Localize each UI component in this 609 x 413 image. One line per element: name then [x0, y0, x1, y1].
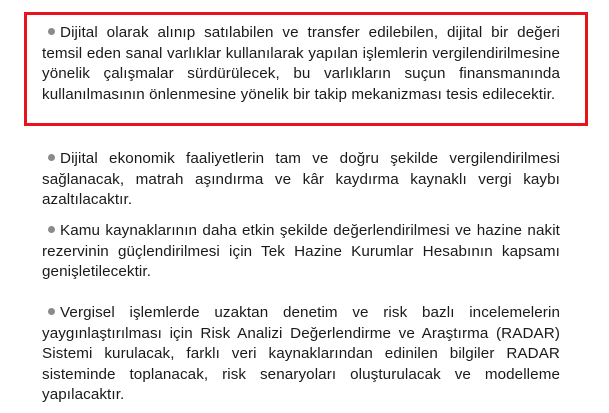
paragraph-treasury: [42, 221, 560, 283]
bullet-icon: [48, 308, 55, 315]
paragraph-text: Kamu kaynaklarının daha etkin şekilde değerlendirilmesi ve hazine nakit rezervinin güçlendirilmesi için Tek Hazine Kurumlar Hesabının kapsamı genişletilecektir.: [42, 222, 560, 280]
paragraph-virtual-assets: [42, 23, 560, 105]
paragraph-text: Dijital ekonomik faaliyetlerin tam ve doğru şekilde vergilendirilmesi sağlanacak, matrah aşındırma ve kâr kaydırma kaynaklı vergi kaybı azaltılacaktır.: [42, 150, 560, 208]
bullet-icon: [48, 154, 55, 161]
paragraph-radar: [42, 303, 560, 406]
bullet-icon: [48, 226, 55, 233]
paragraph-text: Vergisel işlemlerde uzaktan denetim ve risk bazlı incelemelerin yaygınlaştırılması için Risk Analizi Değerlendirme ve Araştırma (RADAR) Sistemi kurulacak, farklı veri kaynaklarından edinilen bilgiler RADAR sisteminde toplanacak, risk senaryoları oluşturulacak ve modelleme yapılacaktır.: [42, 304, 560, 403]
paragraph-digital-economy: [42, 149, 560, 211]
paragraph-text: Dijital olarak alınıp satılabilen ve transfer edilebilen, dijital bir değeri temsil eden sanal varlıklar kullanılarak yapılan işlemlerin vergilendirilmesine yönelik çalışmalar sürdürülecek, bu varlıkların suçun finansmanında kullanılmasının önlenmesine yönelik bir takip mekanizması tesis edilecektir.: [42, 24, 560, 103]
bullet-icon: [48, 28, 55, 35]
